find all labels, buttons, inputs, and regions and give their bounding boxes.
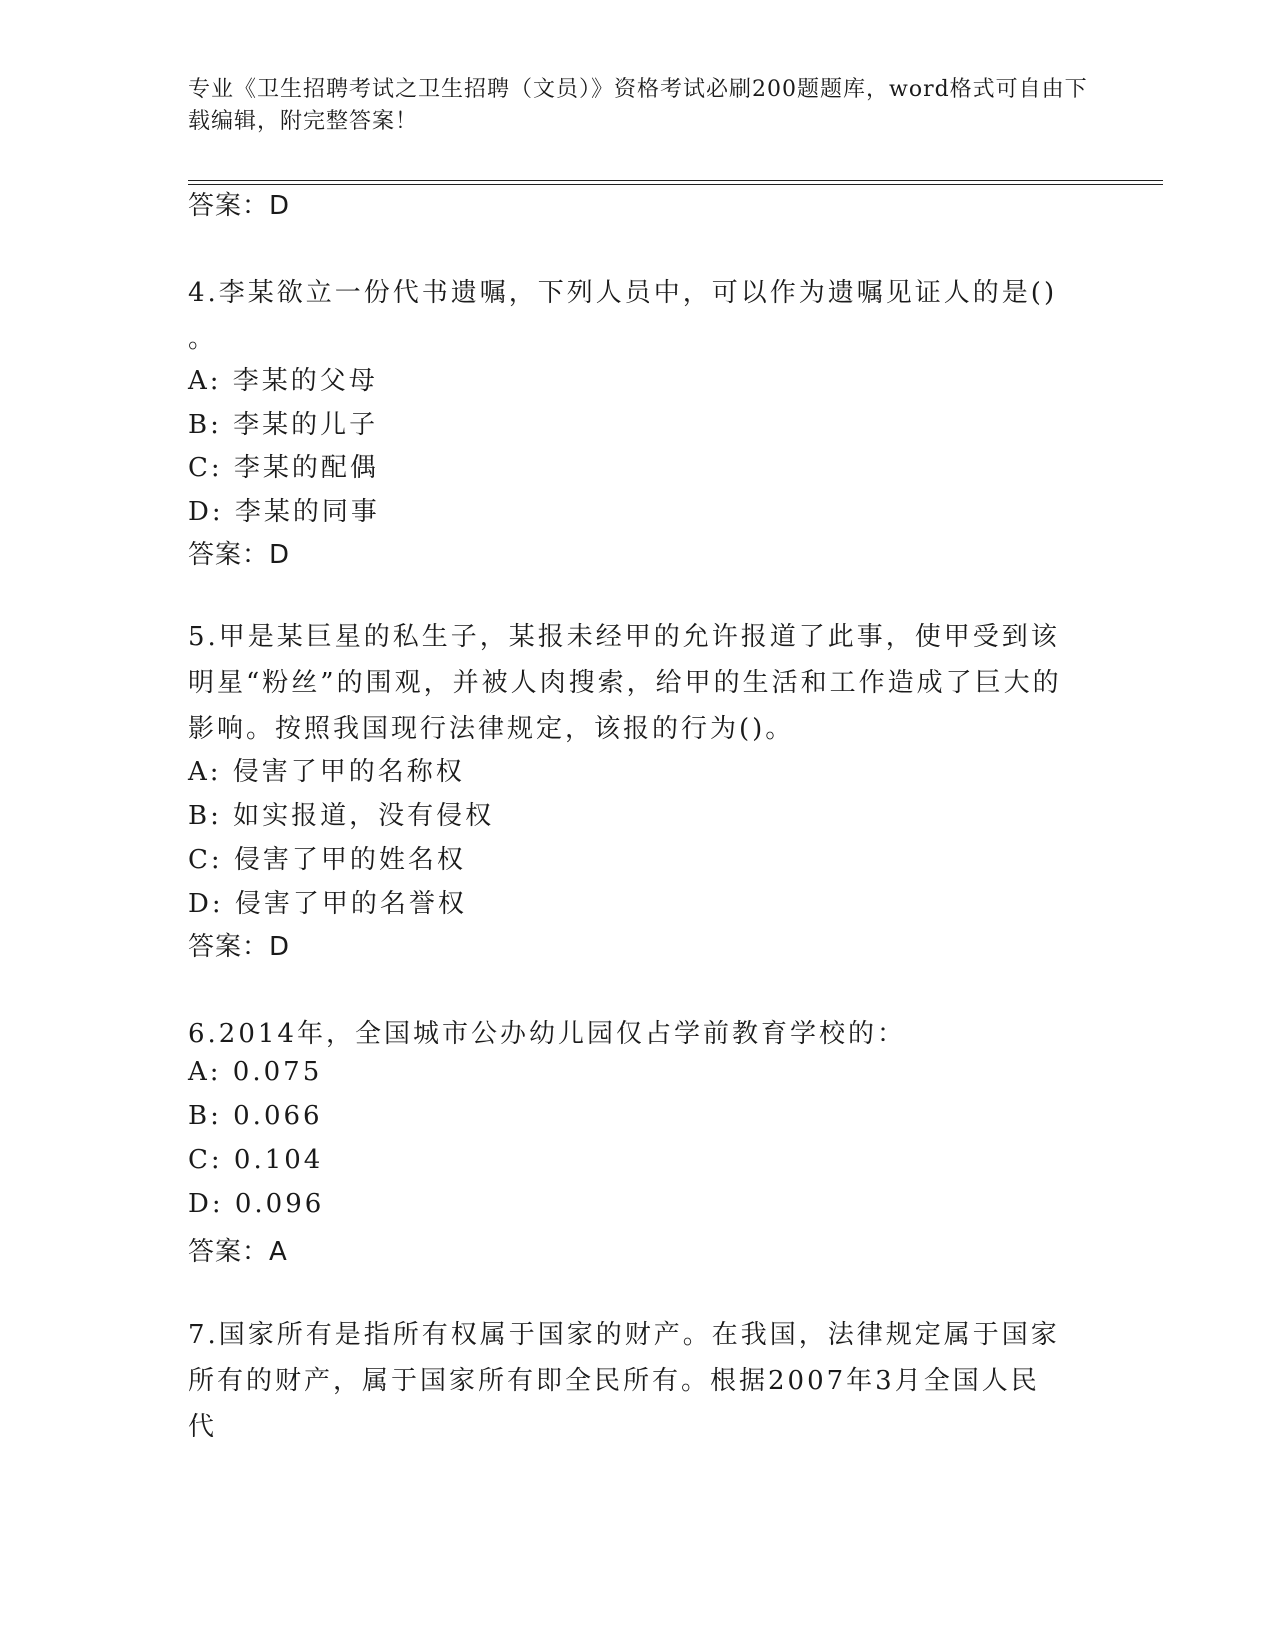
previous-answer: 答案：D [188, 191, 291, 221]
question-6-text: 6.2014年，全国城市公办幼儿园仅占学前教育学校的： [188, 1019, 906, 1049]
question-5-answer: 答案：D [188, 932, 291, 962]
question-7-text: 7.国家所有是指所有权属于国家的财产。在我国，法律规定属于国家所有的财产，属于国家所有即全民所有。根据2007年3月全国人民代 [188, 1320, 1060, 1442]
question-4-option-c: C: 李某的配偶 [188, 453, 379, 483]
header-divider-top [188, 180, 1163, 181]
question-6-option-c: C: 0.104 [188, 1145, 324, 1175]
question-5-option-c: C: 侵害了甲的姓名权 [188, 845, 466, 875]
header-divider-bottom [188, 184, 1163, 185]
question-6-option-d: D: 0.096 [188, 1189, 325, 1219]
question-5-option-b: B: 如实报道，没有侵权 [188, 801, 495, 831]
question-4-option-b: B: 李某的儿子 [188, 410, 379, 440]
question-5-option-a: A: 侵害了甲的名称权 [188, 757, 465, 787]
question-6-option-b: B: 0.066 [188, 1101, 323, 1131]
document-header: 专业《卫生招聘考试之卫生招聘（文员）》资格考试必刷200题题库，word格式可自由下载编辑，附完整答案！ [188, 77, 1088, 134]
question-5-text: 5.甲是某巨星的私生子，某报未经甲的允许报道了此事，使甲受到该明星“粉丝”的围观，并被人肉搜索，给甲的生活和工作造成了巨大的影响。按照我国现行法律规定，该报的行为()。 [188, 622, 1062, 744]
question-6-answer: 答案：A [188, 1237, 288, 1267]
question-4-option-d: D: 李某的同事 [188, 497, 380, 527]
question-5-option-d: D: 侵害了甲的名誉权 [188, 889, 467, 919]
question-4-answer: 答案：D [188, 540, 291, 570]
question-6-option-a: A: 0.075 [188, 1057, 323, 1087]
question-4-option-a: A: 李某的父母 [188, 366, 378, 396]
question-4-text-cont: 。 [188, 324, 218, 354]
question-4-text: 4.李某欲立一份代书遗嘱，下列人员中，可以作为遗嘱见证人的是() [188, 278, 1058, 308]
